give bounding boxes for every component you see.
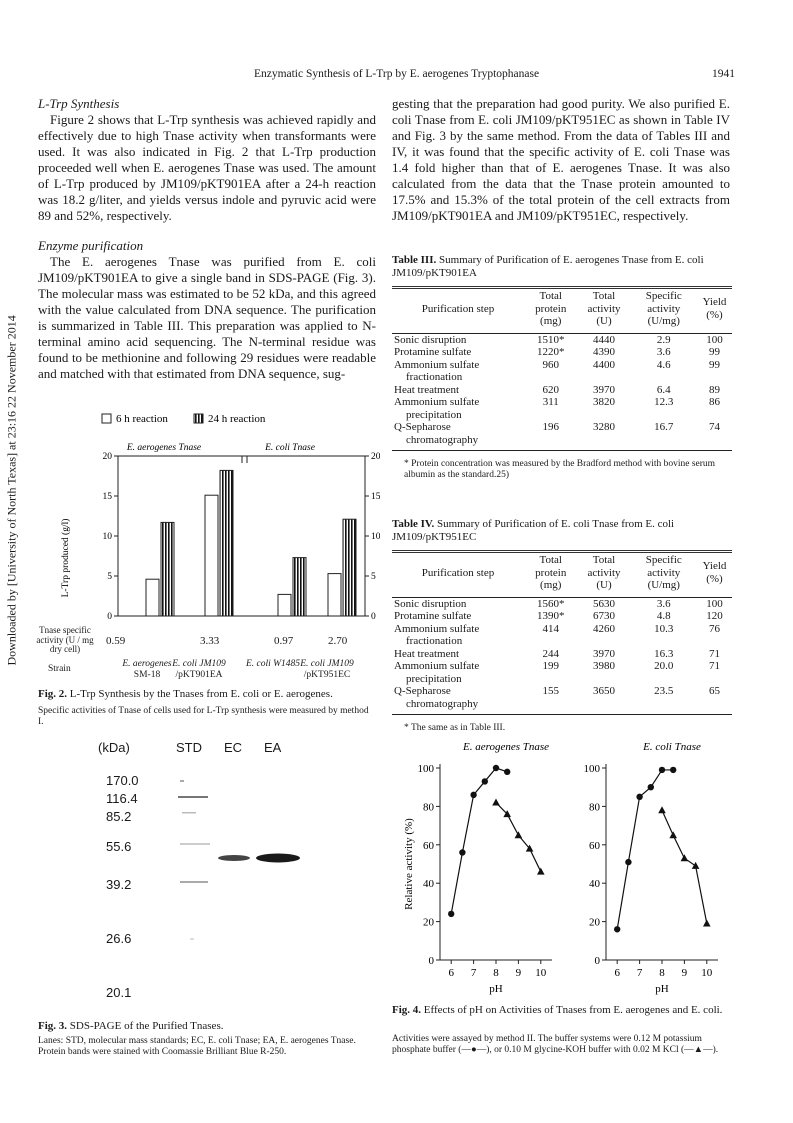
table-row (392, 610, 732, 623)
fig2-y-tick-label: 5 (107, 572, 112, 582)
table-cell-value: 1220* (537, 346, 565, 358)
table-row (392, 359, 732, 384)
gel-unit-label: (kDa) (98, 740, 130, 755)
ph-point-circle (625, 859, 631, 865)
activity-value: 2.70 (328, 635, 348, 647)
section-heading-trp: L-Trp Synthesis (38, 96, 120, 111)
table-row (392, 396, 732, 421)
right-text-column (392, 96, 730, 224)
table-row (392, 421, 732, 446)
table-3-label: Table III. (392, 254, 437, 266)
table-cell-step: Q-Sepharose chromatography (394, 685, 479, 710)
ph-point-triangle (515, 831, 523, 838)
left-text-column (38, 96, 376, 382)
table-cell-step: Heat treatment (394, 383, 460, 396)
legend-label-6h: 6 h reaction (116, 413, 168, 425)
ph-x-tick-label: 6 (448, 967, 454, 979)
table-4 (392, 518, 732, 734)
figure-4-chart (392, 740, 737, 1002)
table-cell-value: 620 (542, 383, 559, 396)
fig2-y-tick-label: 10 (371, 532, 380, 542)
fig2-y-tick-label: 15 (371, 492, 380, 502)
strain-line: SM-18 (133, 670, 161, 680)
ph-point-circle (659, 767, 665, 773)
strain-line: /pKT951EC (303, 670, 351, 680)
bar-24h (220, 470, 233, 616)
fig2-y-tick-label: 5 (371, 572, 376, 582)
strain-line: E. aerogenes (122, 659, 172, 669)
marker-label: 20.1 (106, 985, 132, 1000)
table-header-cell: Total activity (U) (587, 290, 621, 327)
ph-y-tick-label: 80 (423, 801, 434, 814)
fig2-activity-label: Tnase specific activity (U / mg dry cell) (36, 625, 94, 654)
table-cell-value: 311 (542, 396, 559, 408)
table-cell-value: 960 (542, 358, 559, 371)
figure-3-gel (40, 738, 360, 1008)
ph-panel-aero (403, 741, 552, 995)
ph-x-tick-label: 7 (470, 967, 477, 979)
bar-24h (293, 558, 306, 616)
table-cell-step: Q-Sepharose chromatography (394, 421, 479, 446)
ph-y-tick-label: 60 (589, 839, 600, 852)
table-cell-value: 2.9 (656, 333, 671, 346)
fig2-y-tick-label: 20 (102, 452, 112, 462)
ph-point-circle (648, 784, 654, 790)
ph-x-tick-label: 8 (493, 967, 499, 979)
table-3-grid (392, 286, 732, 446)
table-3 (392, 254, 732, 481)
bar-6h (146, 579, 159, 616)
table-cell-value: 3820 (593, 396, 616, 408)
figure-3-subcaption: Lanes: STD, molecular mass standards; EC, E. coli Tnase; EA, E. aerogenes Tnase. Protein bands were stained with Coomassie Brilliant Blue R-250. (38, 1036, 356, 1057)
table-cell-value: 3.6 (656, 597, 671, 610)
std-band (182, 812, 196, 814)
table-row (392, 648, 732, 661)
table-header-cell: Yield (%) (702, 560, 727, 585)
table-4-label: Table IV. (392, 518, 435, 530)
table-cell-value: 89 (708, 383, 720, 396)
table-header-cell: Yield (%) (702, 296, 727, 321)
ph-point-circle (459, 849, 465, 855)
table-cell-value: 244 (542, 647, 559, 660)
figure-2-label: Fig. 2. (38, 688, 68, 700)
figure-3-caption (38, 1020, 376, 1033)
table-3-body (392, 333, 732, 446)
table-cell-value: 414 (542, 622, 559, 635)
table-cell-value: 196 (542, 421, 559, 433)
table-header-cell: Specific activity (U/mg) (645, 290, 682, 327)
table-4-body (392, 597, 732, 710)
table-cell-value: 86 (708, 396, 720, 408)
ph-y-tick-label: 40 (589, 878, 600, 891)
ph-point-circle (448, 911, 454, 917)
table-cell-step: Ammonium sulfate fractionation (394, 622, 480, 647)
ph-y-tick-label: 0 (428, 955, 434, 967)
table-cell-value: 4390 (593, 346, 616, 358)
table-cell-step: Sonic disruption (394, 333, 467, 346)
ph-point-triangle (669, 831, 677, 838)
ph-point-triangle (681, 854, 689, 861)
group-label-aerogenes: E. aerogenes Tnase (126, 443, 202, 453)
gel-bands (170, 768, 320, 1008)
paragraph-continued: gesting that the preparation had good purity. We also purified E. coli Tnase from E. coli JM109/pKT951EC as shown in Table IV and Fig. 3 by the same method. From the data of Tables III and IV, it was found that the specific activity of E. coli Tnase was 1.4 fold higher than that of E. aerogenes Tnase. It was also calculated from the data that the Tnase protein amounted to 17.5% and 15.3% of the total protein of the cell extracts from JM109/pKT901EA and JM109/pKT951EC, respectively. (392, 96, 730, 223)
fig2-y-tick-label: 10 (102, 532, 112, 542)
paragraph-trp: Figure 2 shows that L-Trp synthesis was achieved rapidly and effectively due to high Tnase activity when transformants were used. It was also indicated in Fig. 2 that L-Trp production proceeded well when E. aerogenes Tnase was used. The amount of L-Trp produced by JM109/pKT901EA after a 24-h reaction was 18.2 g/liter, and yields versus indole and pyruvic acid were 89 and 52%, respectively. (38, 112, 376, 223)
ph-x-tick-label: 10 (535, 967, 547, 979)
ph-point-triangle (692, 862, 700, 869)
ph-point-triangle (658, 806, 666, 813)
ph-panel-coli (584, 741, 719, 995)
ph-x-tick-label: 9 (515, 967, 522, 979)
strain-line: E. coli W1485 (245, 659, 301, 669)
table-cell-value: 10.3 (654, 622, 674, 635)
table-cell-value: 20.0 (654, 660, 674, 672)
figure-2-title: L-Trp Synthesis by the Tnases from E. coli or E. aerogenes. (69, 688, 333, 700)
fig2-y-tick-label: 15 (102, 492, 112, 502)
gel-lane-ec: EC (224, 740, 243, 755)
table-cell-step: Heat treatment (394, 647, 460, 660)
ph-y-tick-label: 60 (423, 839, 434, 852)
marker-label: 26.6 (106, 931, 132, 946)
legend-label-24h: 24 h reaction (208, 413, 266, 425)
ph-y-tick-label: 20 (589, 916, 600, 929)
table-row (392, 346, 732, 359)
table-row (392, 384, 732, 397)
download-notice: Downloaded by [University of North Texas] at 23:16 22 November 2014 (4, 315, 19, 666)
table-row (392, 685, 732, 710)
table-cell-value: 100 (706, 597, 723, 610)
table-header-cell: Purification step (421, 302, 495, 315)
fig2-y-tick-label: 0 (107, 612, 112, 622)
table-cell-value: 76 (708, 622, 720, 635)
ea-band (256, 854, 300, 863)
ph-point-circle (482, 778, 488, 784)
table-cell-value: 6.4 (656, 383, 671, 396)
figure-4-title: Effects of pH on Activities of Tnases from E. aerogenes and E. coli. (423, 1004, 723, 1016)
table-cell-value: 12.3 (654, 396, 674, 408)
table-cell-value: 23.5 (654, 685, 674, 697)
table-cell-value: 71 (708, 647, 720, 660)
table-cell-value: 4400 (593, 358, 616, 371)
ph-series-line (617, 770, 673, 929)
ph-series-line (451, 768, 507, 914)
ph-point-circle (670, 767, 676, 773)
ph-point-circle (493, 765, 499, 771)
table-header-cell: Total protein (mg) (535, 290, 567, 327)
strain-line: /pKT901EA (175, 670, 223, 680)
figure-4 (392, 740, 737, 1002)
table-cell-value: 99 (708, 346, 720, 358)
figure-4-caption (392, 1004, 732, 1017)
fig2-bars (146, 470, 356, 616)
fig2-y-axis-label: L-Trp produced (g/l) (61, 518, 71, 598)
section-heading-purification: Enzyme purification (38, 238, 144, 253)
table-cell-value: 6730 (593, 610, 616, 622)
page-number: 1941 (712, 68, 735, 80)
ec-band (218, 855, 250, 861)
std-band (178, 796, 208, 798)
table-cell-value: 100 (706, 333, 723, 346)
table-4-footnote: * The same as in Table III. (404, 723, 506, 733)
strain-name (166, 659, 232, 681)
gel-lane-std: STD (176, 740, 202, 755)
ph-point-circle (504, 769, 510, 775)
table-header-cell: Specific activity (U/mg) (645, 554, 682, 591)
table-cell-value: 74 (708, 421, 720, 433)
legend-swatch-6h (102, 414, 111, 423)
table-row (392, 333, 732, 346)
table-3-caption (392, 254, 732, 280)
table-cell-value: 3980 (593, 660, 616, 672)
table-cell-value: 3650 (593, 685, 616, 697)
ph-series-line (662, 810, 707, 923)
table-cell-step: Protamine sulfate (394, 346, 472, 358)
table-cell-value: 120 (706, 610, 723, 622)
paragraph-purification: The E. aerogenes Tnase was purified from E. coli JM109/pKT901EA to give a single band in SDS-PAGE (Fig. 3). The molecular mass was estimated to be 52 kDa, and this agreed with the value calculated from DNA sequence. The purification is summarized in Table III. This preparation was applied to N-terminal amino acid sequencing. The N-terminal residue was found to be methionine and following 29 residues were readable and matched with that estimated from DNA sequence, sug- (38, 254, 376, 381)
fig2-y-tick-label: 20 (371, 452, 380, 462)
table-header-cell: Total activity (U) (587, 554, 621, 591)
figure-2-caption (38, 688, 376, 701)
table-4-caption (392, 518, 732, 544)
table-cell-value: 16.7 (654, 421, 674, 433)
table-cell-value: 16.3 (654, 647, 674, 660)
ph-point-circle (636, 794, 642, 800)
std-band (180, 780, 184, 782)
ph-y-tick-label: 0 (594, 955, 600, 967)
gel-lane-ea: EA (264, 740, 282, 755)
ph-point-circle (614, 926, 620, 932)
std-band (180, 881, 208, 883)
table-cell-value: 3.6 (656, 346, 671, 358)
bar-6h (278, 594, 291, 616)
ph-x-axis-label: pH (655, 983, 669, 995)
table-header-cell: Total protein (mg) (535, 554, 567, 591)
table-4-title: Summary of Purification of E. coli Tnase from E. coli JM109/pKT951EC (392, 518, 675, 543)
figure-4-subcaption: Activities were assayed by method II. The buffer systems were 0.12 M potassium phosphate buffer (—●—), or 0.10 M glycine-KOH buffer with 0.02 M KCl (—▲—). (392, 1034, 719, 1055)
bar-24h (161, 522, 174, 616)
group-bracket-aerogenes (118, 456, 247, 463)
table-cell-value: 1390* (537, 610, 565, 622)
table-cell-value: 4260 (593, 622, 616, 635)
ph-y-tick-label: 100 (583, 763, 600, 775)
table-cell-value: 4.8 (656, 610, 671, 622)
fig2-y-tick-label: 0 (371, 612, 376, 622)
marker-label: 39.2 (106, 877, 132, 892)
ph-x-tick-label: 9 (681, 967, 688, 979)
table-cell-value: 99 (708, 358, 720, 371)
figure-2-subcaption: Specific activities of Tnase of cells used for L-Trp synthesis were measured by method I. (38, 706, 369, 727)
table-row (392, 660, 732, 685)
fig2-strain-label: Strain (48, 664, 71, 674)
std-band (190, 938, 194, 940)
table-4-grid (392, 550, 732, 710)
strain-line: E. coli JM109 (300, 659, 354, 669)
activity-value: 3.33 (200, 635, 220, 647)
figure-3-label: Fig. 3. (38, 1020, 68, 1032)
running-title: Enzymatic Synthesis of L-Trp by E. aerogenes Tryptophanase (253, 68, 540, 80)
ph-x-tick-label: 7 (636, 967, 643, 979)
fig2-activity-values (30, 636, 380, 650)
activity-value: 0.97 (274, 635, 294, 647)
group-bracket-coli (242, 456, 365, 463)
ph-y-tick-label: 80 (589, 801, 600, 814)
ph-panel-title: E. aerogenes Tnase (462, 741, 550, 753)
ph-x-tick-label: 10 (701, 967, 713, 979)
activity-value: 0.59 (106, 635, 126, 647)
bar-6h (328, 574, 341, 616)
fig2-strain-names (30, 659, 380, 683)
figure-4-label: Fig. 4. (392, 1004, 422, 1016)
table-header-cell: Purification step (421, 566, 495, 579)
bar-24h (343, 519, 356, 616)
strain-line: E. coli JM109 (172, 659, 226, 669)
ph-y-tick-label: 20 (423, 916, 434, 929)
table-row (392, 623, 732, 648)
table-row (392, 597, 732, 610)
table-cell-value: 155 (542, 685, 559, 697)
table-cell-step: Sonic disruption (394, 597, 467, 610)
table-3-title: Summary of Purification of E. aerogenes Tnase from E. coli JM109/pKT901EA (392, 254, 704, 279)
ph-point-triangle (492, 799, 500, 806)
table-cell-step: Ammonium sulfate fractionation (394, 358, 480, 383)
table-cell-value: 1560* (537, 597, 565, 610)
table-cell-value: 4440 (593, 333, 616, 346)
ph-x-axis-label: pH (489, 983, 503, 995)
table-cell-step: Protamine sulfate (394, 610, 472, 622)
table-cell-value: 3970 (593, 647, 616, 660)
legend-swatch-24h (194, 414, 203, 423)
table-cell-value: 65 (708, 685, 720, 697)
ph-point-triangle (703, 920, 711, 927)
bar-6h (205, 495, 218, 616)
table-cell-value: 5630 (593, 597, 616, 610)
table-cell-value: 3970 (593, 383, 616, 396)
ph-y-tick-label: 40 (423, 878, 434, 891)
marker-label: 85.2 (106, 809, 132, 824)
std-band (180, 843, 210, 845)
table-cell-value: 199 (542, 660, 559, 672)
table-cell-value: 71 (708, 660, 720, 672)
table-cell-value: 3280 (593, 421, 616, 433)
ph-x-tick-label: 8 (659, 967, 665, 979)
ph-y-axis-label: Relative activity (%) (403, 818, 415, 910)
table-3-footnote: * Protein concentration was measured by the Bradford method with bovine serum albumin as the standard.25) (404, 459, 716, 480)
marker-label: 170.0 (106, 773, 139, 788)
ph-panel-title: E. coli Tnase (643, 741, 701, 753)
group-label-coli: E. coli Tnase (265, 443, 315, 453)
marker-label: 55.6 (106, 839, 132, 854)
table-cell-value: 1510* (537, 333, 565, 346)
figure-3-title: SDS-PAGE of the Purified Tnases. (69, 1020, 224, 1032)
ph-y-tick-label: 100 (417, 763, 434, 775)
ph-x-tick-label: 6 (614, 967, 620, 979)
strain-name (294, 659, 360, 681)
marker-label: 116.4 (106, 791, 138, 806)
table-cell-step: Ammonium sulfate precipitation (394, 660, 480, 685)
table-cell-value: 4.6 (656, 358, 671, 371)
table-cell-step: Ammonium sulfate precipitation (394, 396, 480, 421)
ph-point-circle (470, 792, 476, 798)
ph-point-triangle (537, 868, 545, 875)
